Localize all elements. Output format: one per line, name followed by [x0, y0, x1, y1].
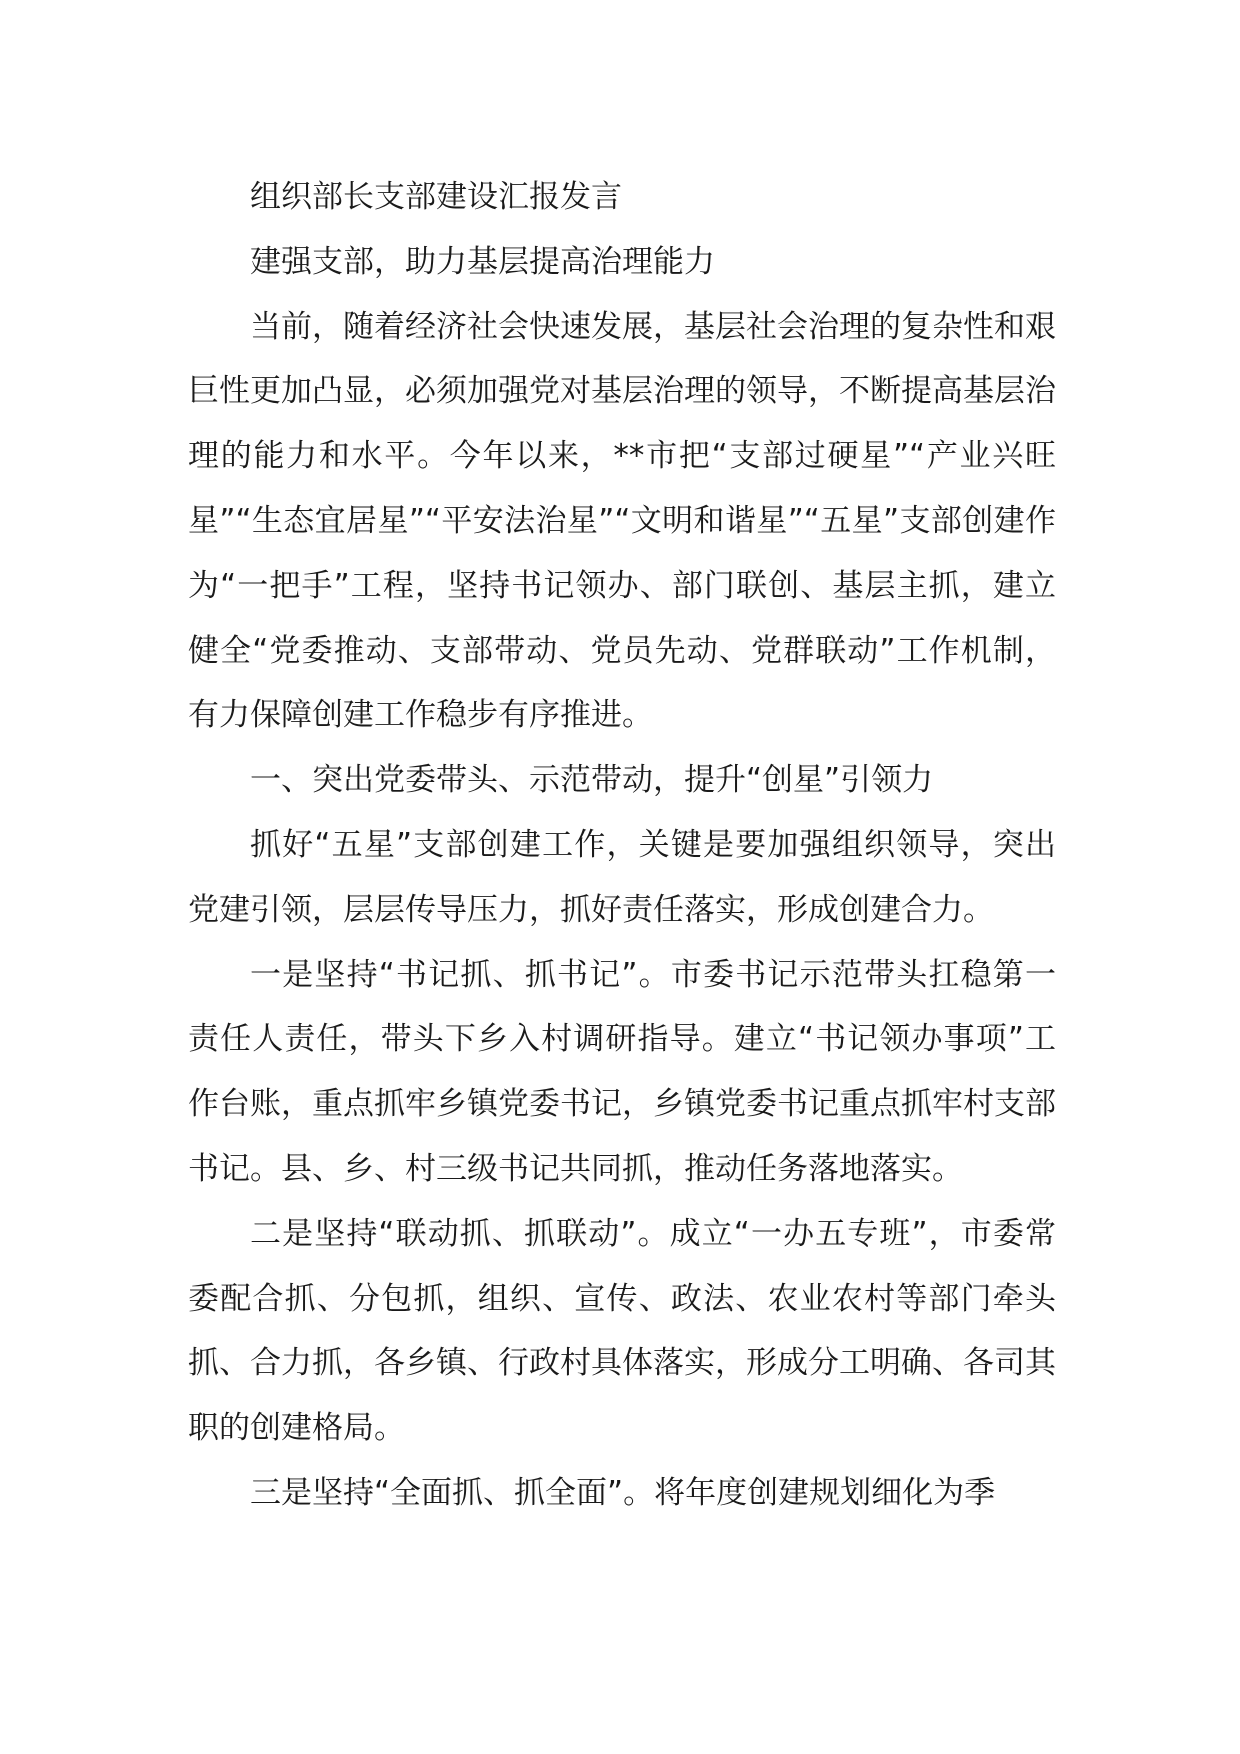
document-body [188, 165, 1056, 1526]
paragraph-section-1-summary: 抓好“五星”支部创建工作，关键是要加强组织领导，突出党建引领，层层传导压力，抓好责任落实，形成创建合力。 [188, 826, 1056, 928]
document-subtitle: 建强支部，助力基层提高治理能力 [250, 243, 715, 280]
paragraph-point-2: 二是坚持“联动抓、抓联动”。成立“一办五专班”，市委常委配合抓、分包抓，组织、宣传、政法、农业农村等部门牵头抓、合力抓，各乡镇、行政村具体落实，形成分工明确、各司其职的创建格局。 [188, 1215, 1056, 1447]
paragraph-intro: 当前，随着经济社会快速发展，基层社会治理的复杂性和艰巨性更加凸显，必须加强党对基层治理的领导，不断提高基层治理的能力和水平。今年以来，**市把“支部过硬星”“产业兴旺星”“生态宜居星”“平安法治星”“文明和谐星”“五星”支部创建作为“一把手”工程，坚持书记领办、部门联创、基层主抓，建立健全“党委推动、支部带动、党员先动、党群联动”工作机制，有力保障创建工作稳步有序推进。 [188, 308, 1056, 734]
paragraph-point-1: 一是坚持“书记抓、抓书记”。市委书记示范带头扛稳第一责任人责任，带头下乡入村调研指导。建立“书记领办事项”工作台账，重点抓牢乡镇党委书记，乡镇党委书记重点抓牢村支部书记。县、乡、村三级书记共同抓，推动任务落地落实。 [188, 956, 1056, 1187]
document-title: 组织部长支部建设汇报发言 [250, 179, 622, 215]
paragraph-point-3: 三是坚持“全面抓、抓全面”。将年度创建规划细化为季 [250, 1474, 996, 1511]
section-heading-1: 一、突出党委带头、示范带动，提升“创星”引领力 [250, 762, 934, 799]
